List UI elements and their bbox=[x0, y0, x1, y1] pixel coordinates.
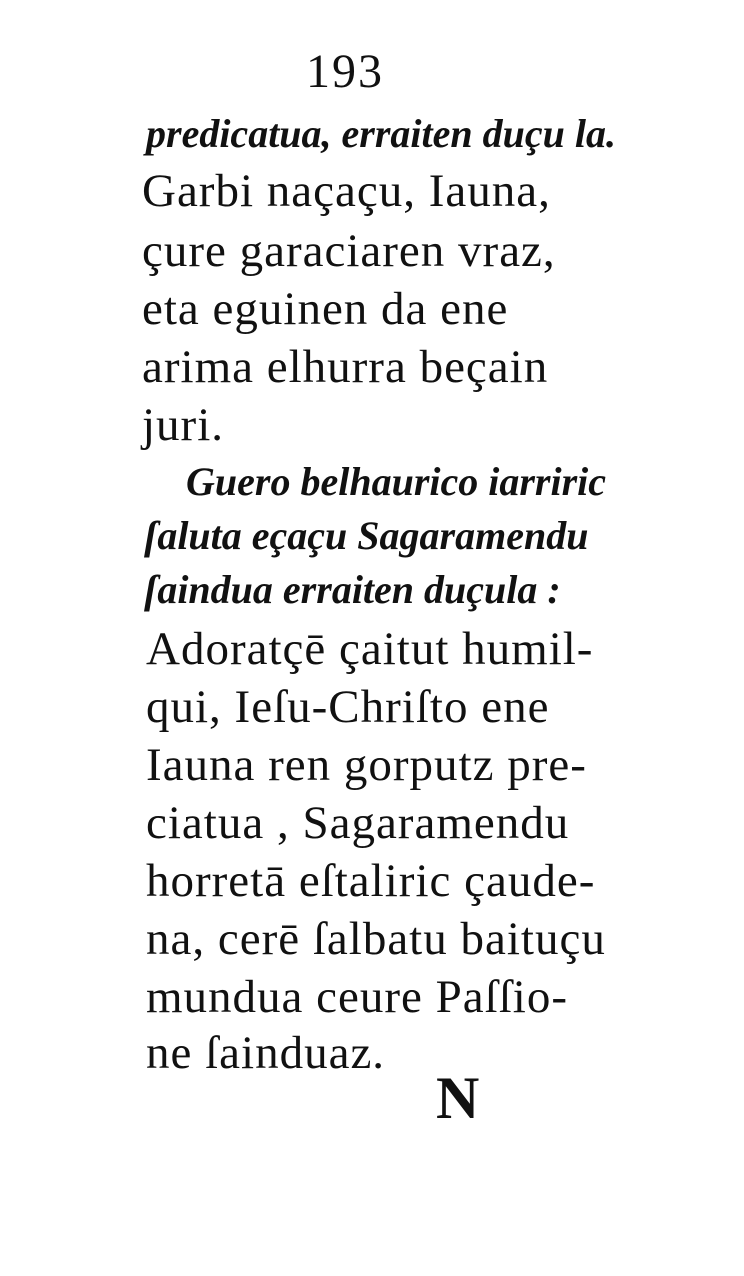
text-line-16: mundua ceure Paſſio- bbox=[146, 971, 568, 1023]
text-line-6: juri. bbox=[142, 399, 225, 451]
text-line-2: Garbi naçaçu, Iauna, bbox=[142, 165, 551, 217]
text-line-4: eta eguinen da ene bbox=[142, 283, 509, 335]
text-line-5: arima elhurra beçain bbox=[142, 341, 549, 393]
page-number: 193 bbox=[306, 45, 384, 98]
text-line-14: horretā eſtaliric çaude- bbox=[146, 855, 596, 907]
text-line-9: ſaindua erraiten duçula : bbox=[144, 567, 561, 612]
signature-mark: N bbox=[436, 1065, 480, 1131]
text-line-11: qui, Ieſu-Chriſto ene bbox=[146, 681, 550, 733]
text-line-7: Guero belhaurico iarriric bbox=[186, 459, 607, 504]
text-line-8: ſaluta eçaçu Sagaramendu bbox=[144, 513, 589, 558]
text-line-17: ne ſainduaz. bbox=[146, 1027, 386, 1079]
text-line-12: Iauna ren gorputz pre- bbox=[146, 739, 587, 791]
text-line-3: çure garaciaren vraz, bbox=[142, 225, 556, 277]
text-line-10: Adoratçē çaitut humil- bbox=[146, 623, 594, 675]
text-line-1: predicatua, erraiten duçu la. bbox=[146, 111, 617, 156]
text-line-13: ciatua , Sagaramendu bbox=[146, 797, 570, 849]
text-line-15: na, cerē ſalbatu baituçu bbox=[146, 913, 606, 965]
